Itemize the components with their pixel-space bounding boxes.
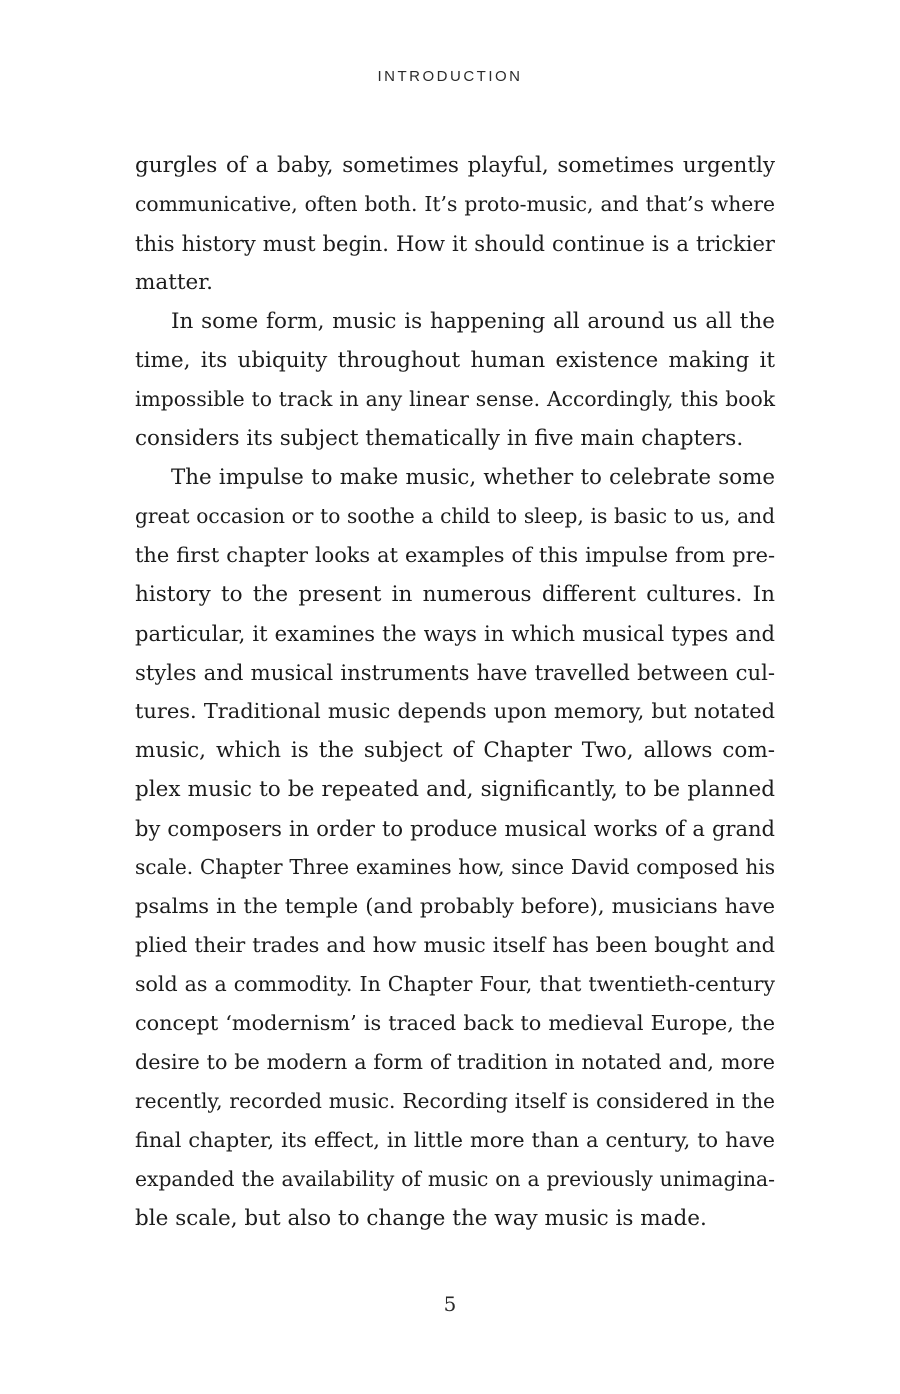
text-line: concept ‘modernism’ is traced back to medieval Europe, the	[135, 1011, 775, 1035]
text-line: recently, recorded music. Recording itself is considered in the	[135, 1089, 775, 1113]
text-line: styles and musical instruments have travelled between cul-	[135, 660, 775, 685]
text-line: desire to be modern a form of tradition in notated and, more	[135, 1050, 775, 1074]
text-line: The impulse to make music, whether to celebrate some	[171, 465, 775, 490]
page-number: 5	[443, 1292, 457, 1316]
paragraph	[135, 458, 775, 1238]
body-text	[135, 146, 775, 1238]
text-line: sold as a commodity. In Chapter Four, that twentieth-century	[135, 972, 775, 996]
text-line: plex music to be repeated and, significantly, to be planned	[135, 777, 775, 802]
text-line: scale. Chapter Three examines how, since David composed his	[135, 855, 775, 879]
text-line: the first chapter looks at examples of this impulse from pre-	[135, 543, 775, 567]
paragraph	[135, 146, 775, 302]
text-line: final chapter, its effect, in little more than a century, to have	[135, 1128, 775, 1152]
text-line: this history must begin. How it should continue is a trickier	[135, 231, 775, 256]
text-line: great occasion or to soothe a child to sleep, is basic to us, and	[135, 504, 775, 528]
text-line: plied their trades and how music itself has been bought and	[135, 933, 775, 957]
text-line: considers its subject thematically in five main chapters.	[135, 426, 744, 451]
text-line: psalms in the temple (and probably before), musicians have	[135, 894, 775, 918]
text-line: ble scale, but also to change the way music is made.	[135, 1206, 707, 1231]
text-line: tures. Traditional music depends upon memory, but notated	[135, 699, 775, 723]
text-line: In some form, music is happening all around us all the	[171, 309, 775, 334]
paragraph	[135, 302, 775, 458]
text-line: communicative, often both. It’s proto-music, and that’s where	[135, 192, 775, 216]
text-line: music, which is the subject of Chapter Two, allows com-	[135, 738, 775, 763]
text-line: expanded the availability of music on a previously unimagina-	[135, 1167, 775, 1191]
text-line: time, its ubiquity throughout human existence making it	[135, 348, 775, 373]
text-line: history to the present in numerous different cultures. In	[135, 582, 775, 607]
text-line: particular, it examines the ways in which musical types and	[135, 621, 775, 646]
text-line: by composers in order to produce musical works of a grand	[135, 816, 775, 841]
text-line: gurgles of a baby, sometimes playful, sometimes urgently	[135, 153, 775, 178]
running-head: INTRODUCTION	[377, 68, 523, 85]
text-line: impossible to track in any linear sense. Accordingly, this book	[135, 387, 775, 411]
text-line: matter.	[135, 270, 213, 295]
